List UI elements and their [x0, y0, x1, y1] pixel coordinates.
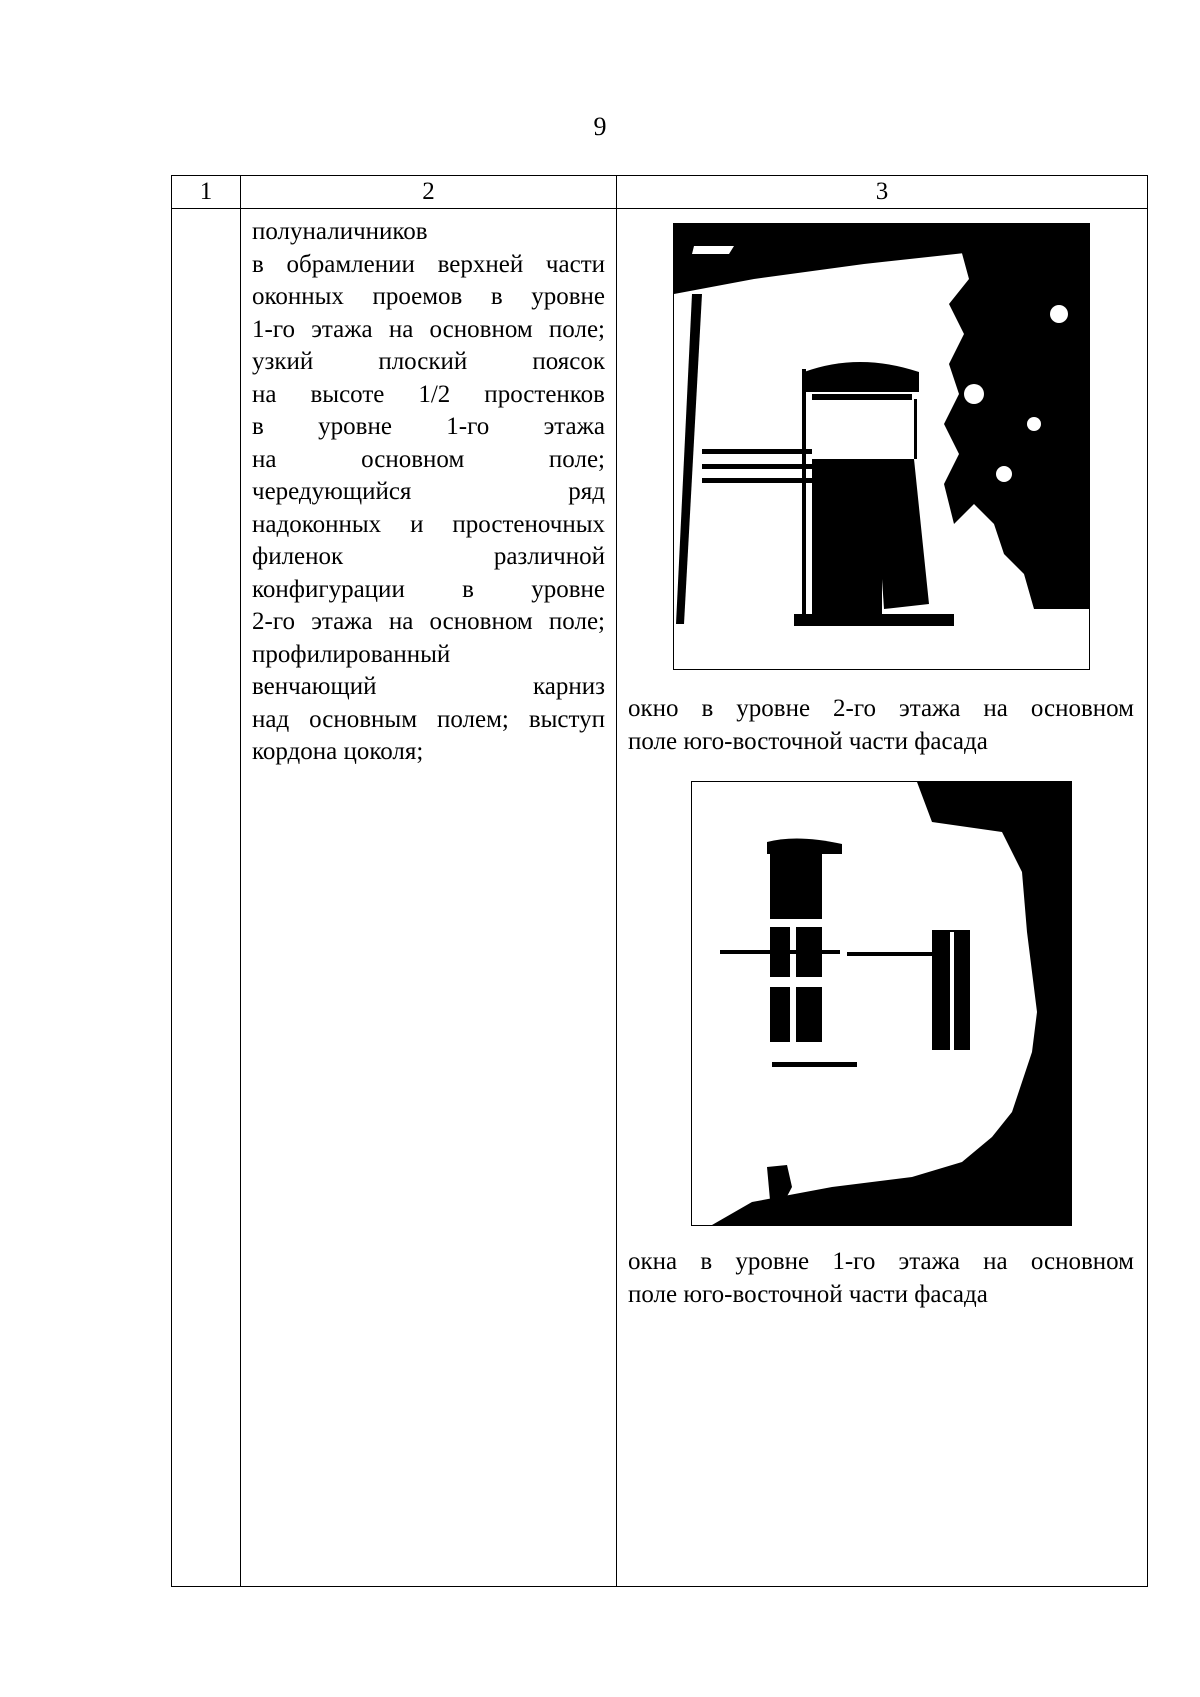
cell-col-3 — [617, 209, 1148, 1587]
description-line: в обрамлении верхней части — [252, 250, 605, 278]
description-line: конфигурации в уровне — [252, 575, 605, 603]
table-header-row — [172, 176, 1148, 209]
caption-line: окна в уровне 1-го этажа на основном — [628, 1248, 1134, 1275]
description-line: филенок различной — [252, 543, 605, 570]
description-line: 2-го этажа на основном поле; — [252, 608, 605, 635]
caption-line: окно в уровне 2-го этажа на основном — [628, 695, 1134, 722]
page-number: 9 — [593, 112, 607, 141]
caption-line: поле юго-восточной части фасада — [628, 1280, 988, 1308]
description-line: над основным полем; выступ — [252, 705, 605, 733]
description-line: венчающий карниз — [252, 673, 605, 700]
cell-col-2 — [241, 209, 617, 1587]
header-col-1: 1 — [172, 176, 241, 209]
photo-caption-2 — [628, 1246, 1134, 1311]
table-row — [172, 209, 1148, 1587]
description-line: в уровне 1-го этажа — [252, 413, 605, 440]
header-col-2: 2 — [241, 176, 617, 209]
description-line: на основном поле; — [252, 445, 605, 473]
description-line: узкий плоский поясок — [252, 348, 605, 375]
description-line: чередующийся ряд — [252, 478, 605, 505]
header-col-3: 3 — [617, 176, 1148, 209]
description-line: надоконных и простеночных — [252, 510, 605, 538]
facade-photo-image — [692, 782, 1071, 1225]
description-text — [241, 209, 616, 769]
photo-caption-1 — [628, 693, 1134, 758]
caption-line: поле юго-восточной части фасада — [628, 727, 988, 755]
facade-photo-image — [674, 224, 1089, 669]
cell-col-1 — [172, 209, 241, 1587]
description-line: на высоте 1/2 простенков — [252, 380, 605, 408]
description-line: профилированный — [252, 640, 451, 668]
facade-photo-1st-floor — [691, 781, 1072, 1226]
description-line: полуналичников — [252, 218, 428, 245]
description-line: кордона цоколя; — [252, 738, 424, 765]
document-table — [171, 175, 1148, 1587]
description-line: 1-го этажа на основном поле; — [252, 315, 605, 343]
description-line: оконных проемов в уровне — [252, 283, 605, 310]
facade-photo-2nd-floor — [673, 223, 1090, 670]
